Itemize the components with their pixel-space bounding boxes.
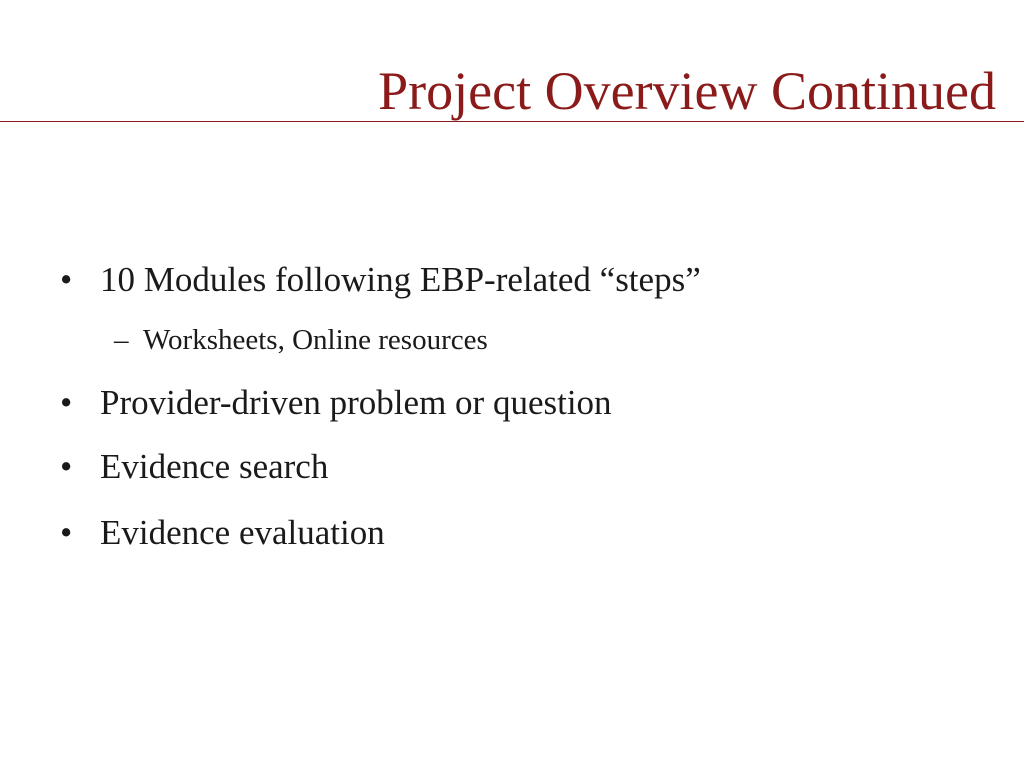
bullet-item-evidence-evaluation [60, 515, 385, 550]
bullet-marker: • [60, 513, 73, 552]
bullet-text: Provider-driven problem or question [100, 383, 612, 422]
title-underline-rule [0, 121, 1024, 122]
bullet-item-provider [60, 385, 612, 420]
bullet-item-evidence-search [60, 449, 328, 484]
bullet-text: Evidence evaluation [100, 513, 385, 552]
sub-bullet-item-worksheets [114, 326, 488, 355]
bullet-marker: • [60, 383, 73, 422]
bullet-marker: • [60, 447, 73, 486]
bullet-marker: • [60, 260, 73, 299]
slide-title: Project Overview Continued [378, 61, 996, 121]
bullet-text: Evidence search [100, 447, 329, 486]
bullet-item-modules [60, 262, 701, 297]
sub-bullet-text: Worksheets, Online resources [143, 324, 488, 356]
bullet-text: 10 Modules following EBP-related “steps” [100, 260, 701, 299]
sub-bullet-marker: – [114, 324, 129, 356]
